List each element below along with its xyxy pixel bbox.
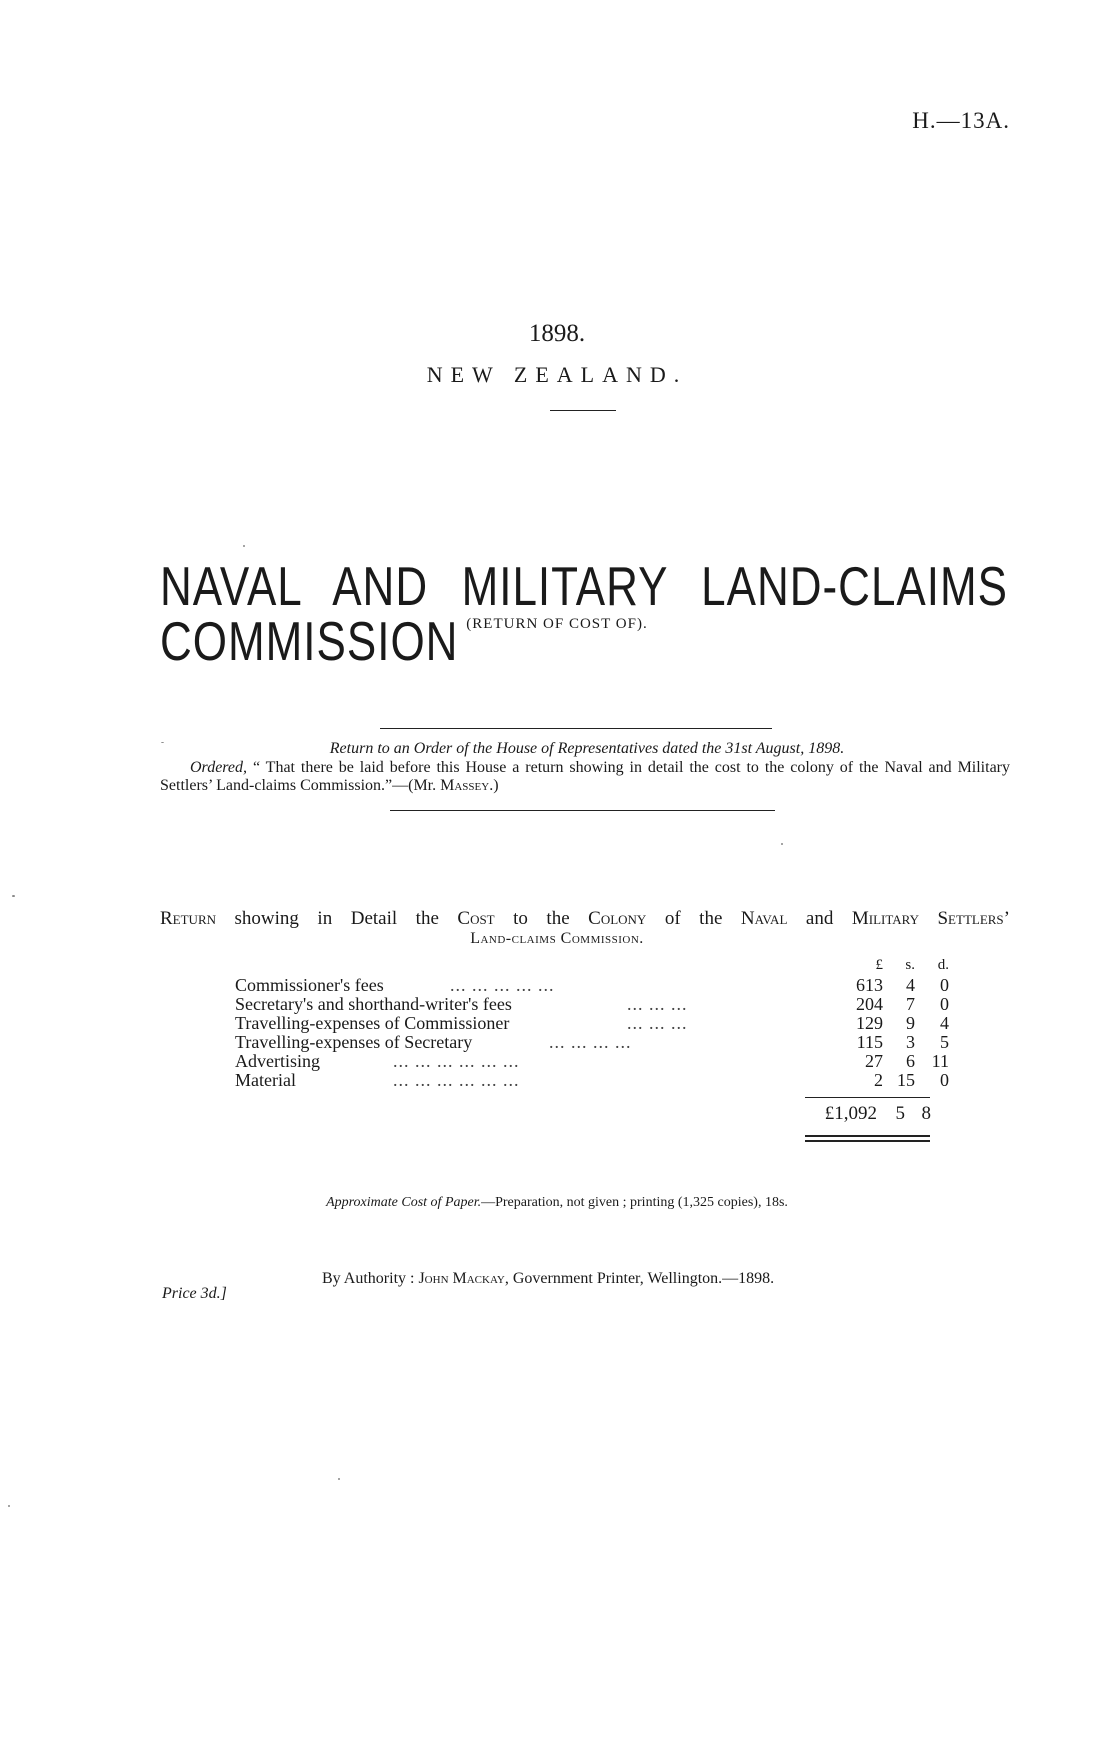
item-shillings: 6 (906, 1051, 915, 1071)
item-pence: 0 (940, 1070, 949, 1090)
heading-naval: Naval (740, 908, 788, 929)
scan-speck (338, 1478, 340, 1480)
leader-dots: ... ... ... ... (549, 1032, 632, 1052)
total-double-rule (805, 1135, 930, 1137)
printer-name: John Mackay (418, 1270, 505, 1287)
authority-prefix: By Authority : (322, 1270, 419, 1287)
item-shillings: 15 (897, 1070, 915, 1090)
table-row (235, 994, 949, 1014)
item-label: Material (235, 1070, 296, 1090)
ordered-text: “ That there be laid before this House a return showing in detail the cost to the colony of the Naval and Military Settlers’ Land-claims Commission.”—(Mr. (160, 759, 1011, 794)
item-pounds: 613 (856, 975, 883, 995)
heading-text: of the (646, 908, 741, 929)
authority-suffix: , Government Printer, Wellington.—1898. (504, 1270, 775, 1287)
column-pence: d. (937, 957, 949, 973)
leader-dots: ... ... ... ... ... (450, 975, 555, 995)
item-label: Travelling-expenses of Commissioner (235, 1013, 510, 1033)
scan-speck (161, 742, 164, 743)
item-label: Secretary's and shorthand-writer's fees (235, 994, 512, 1014)
column-pounds: £ (875, 957, 883, 973)
table-heading (160, 908, 1010, 930)
leader-dots: ... ... ... ... ... ... (393, 1070, 520, 1090)
scan-speck (243, 545, 245, 547)
item-label: Travelling-expenses of Secretary (235, 1032, 473, 1052)
scan-speck (12, 895, 15, 897)
leader-dots: ... ... ... (627, 994, 688, 1014)
item-shillings: 7 (906, 994, 915, 1014)
ordered-paragraph (160, 759, 1010, 795)
heading-military-settlers: Military Settlers’ (851, 908, 1010, 929)
total-pence: 8 (921, 1103, 931, 1124)
column-shillings: s. (905, 957, 915, 973)
heading-cost: Cost (457, 908, 495, 929)
heading-text: to the (494, 908, 589, 929)
heading-text: showing in Detail the (216, 908, 458, 929)
item-pounds: 204 (856, 994, 883, 1014)
approx-label: Approximate Cost of Paper. (326, 1195, 482, 1210)
table-row (235, 1032, 949, 1052)
item-pence: 0 (940, 975, 949, 995)
table-row (235, 1013, 949, 1033)
scan-speck (8, 1505, 10, 1507)
table-row (235, 1051, 949, 1071)
heading-text: and (787, 908, 852, 929)
divider (390, 810, 775, 811)
page-subtitle: (RETURN OF COST OF). (466, 616, 648, 632)
total-row (805, 1103, 935, 1125)
document-code: H.—13A. (912, 108, 1010, 133)
divider (380, 728, 772, 729)
item-label: Commissioner's fees (235, 975, 384, 995)
item-pence: 11 (931, 1051, 949, 1071)
return-order-line: Return to an Order of the House of Representatives dated the 31st August, 1898. (329, 740, 845, 757)
item-pounds: 27 (865, 1051, 883, 1071)
scan-speck (781, 843, 783, 845)
price: Price 3d.] (162, 1285, 227, 1302)
leader-dots: ... ... ... (627, 1013, 688, 1033)
printer-authority (322, 1270, 774, 1288)
leader-dots: ... ... ... ... ... ... (393, 1051, 520, 1071)
ordered-end: .) (489, 777, 499, 794)
item-label: Advertising (235, 1051, 320, 1071)
item-shillings: 4 (906, 975, 915, 995)
year: 1898. (528, 320, 586, 347)
total-rule (805, 1097, 930, 1098)
heading-colony: Colony (588, 908, 647, 929)
item-pounds: 129 (856, 1013, 883, 1033)
total-double-rule (805, 1140, 930, 1142)
ordered-member: Massey (440, 777, 490, 794)
country: NEW ZEALAND. (426, 362, 688, 387)
item-pounds: 2 (874, 1070, 883, 1090)
total-pounds: £1,092 (824, 1103, 877, 1124)
item-pounds: 115 (856, 1032, 883, 1052)
table-heading-line2: Land-claims Commission. (470, 930, 644, 947)
total-shillings: 5 (895, 1103, 905, 1124)
table-row (235, 975, 949, 995)
item-pence: 0 (940, 994, 949, 1014)
approx-text: —Preparation, not given ; printing (1,325 copies), 18s. (481, 1195, 788, 1210)
approximate-cost-note (0, 1195, 1114, 1211)
item-shillings: 3 (906, 1032, 915, 1052)
table-row (235, 1070, 949, 1090)
page-title: NAVAL AND MILITARY LAND-CLAIMS COMMISSION (160, 556, 1008, 673)
item-pence: 5 (940, 1032, 949, 1052)
item-shillings: 9 (906, 1013, 915, 1033)
item-pence: 4 (940, 1013, 949, 1033)
ordered-label: Ordered, (190, 759, 248, 776)
heading-return: Return (160, 908, 217, 929)
divider (550, 410, 616, 411)
